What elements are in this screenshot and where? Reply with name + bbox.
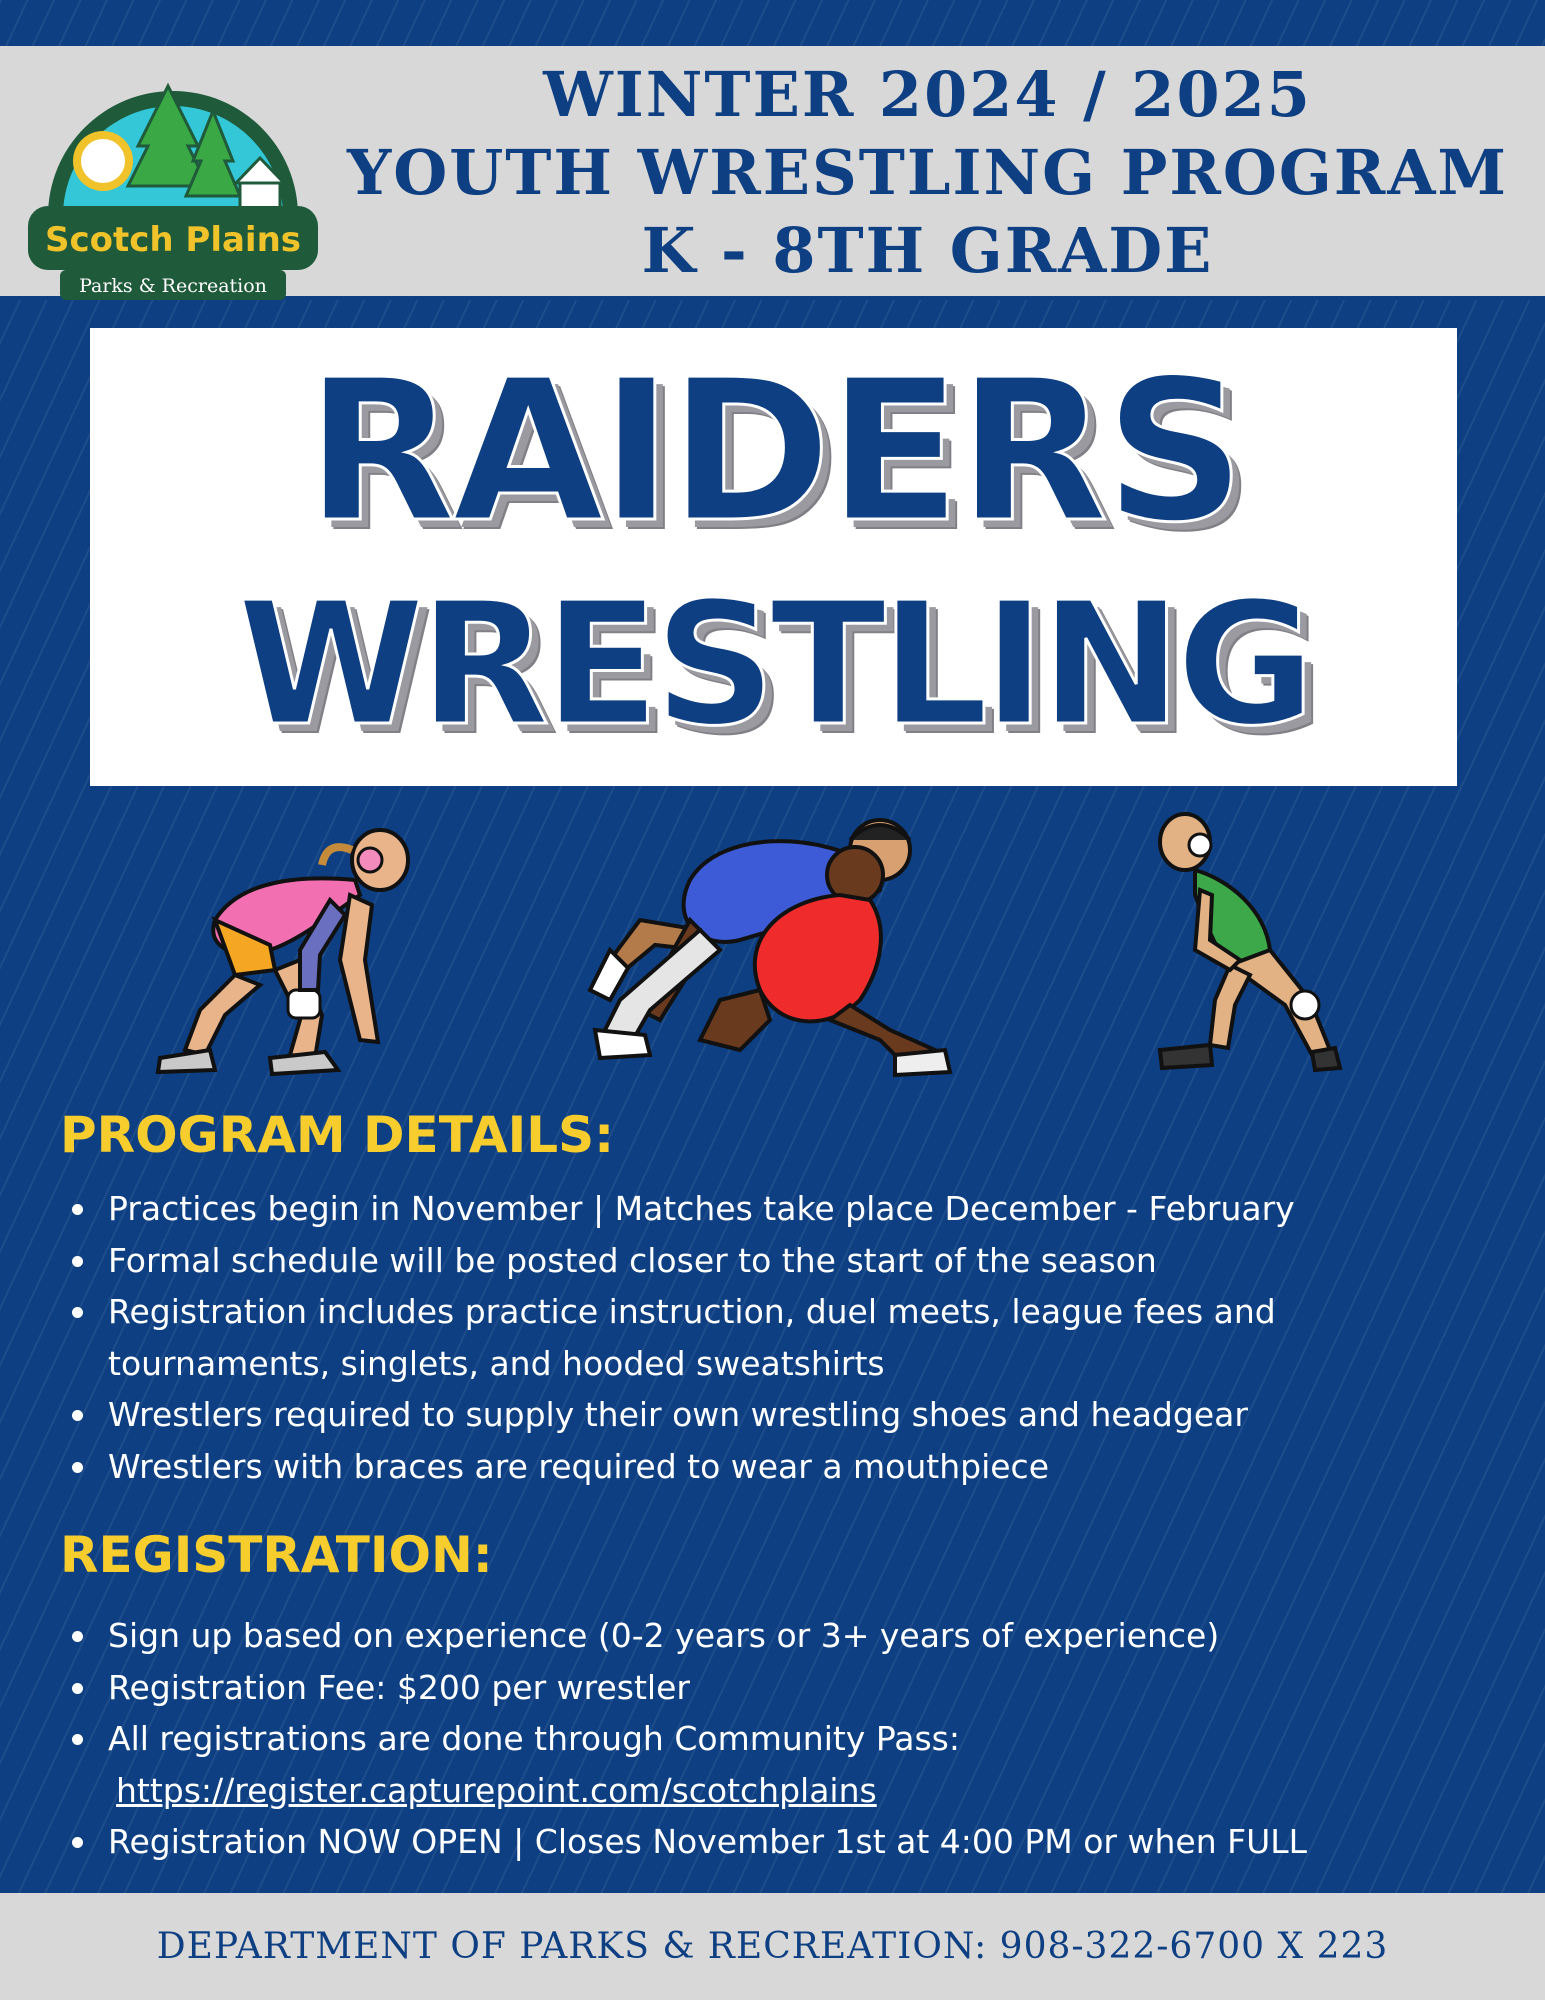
footer-contact: DEPARTMENT OF PARKS & RECREATION: 908-322-6700 X 223 — [0, 1893, 1545, 2000]
list-item-line: tournaments, singlets, and hooded sweatshirts — [108, 1343, 885, 1383]
header-band — [0, 46, 1545, 300]
logo-subtitle: Parks & Recreation — [79, 275, 267, 297]
logo-name: Scotch Plains — [44, 220, 302, 260]
program-header — [330, 56, 1525, 290]
wrestler-girl-figure — [158, 830, 408, 1074]
list-item: Wrestlers required to supply their own wrestling shoes and headgear — [72, 1389, 1532, 1441]
scotch-plains-logo — [18, 66, 328, 306]
list-item: Practices begin in November | Matches take place December - February — [72, 1183, 1532, 1235]
list-item: Formal schedule will be posted closer to the start of the season — [72, 1235, 1532, 1287]
wrestlers-illustration — [0, 800, 1545, 1100]
registration-link[interactable]: https://register.capturepoint.com/scotchplains — [116, 1770, 877, 1810]
title-raiders: RAIDERS — [305, 338, 1242, 566]
program-details-list — [72, 1183, 1532, 1492]
list-item — [72, 1286, 1532, 1389]
list-item: Sign up based on experience (0-2 years or 3+ years of experience) — [72, 1610, 1532, 1662]
registration-heading: REGISTRATION: — [60, 1526, 493, 1584]
list-item-line: All registrations are done through Community Pass: — [108, 1719, 960, 1758]
header-grades: K - 8TH GRADE — [641, 214, 1214, 287]
registration-list — [72, 1610, 1532, 1868]
list-item-line: Registration includes practice instruction, duel meets, league fees and — [108, 1292, 1276, 1331]
title-box — [90, 328, 1457, 786]
header-program: YOUTH WRESTLING PROGRAM — [346, 136, 1509, 209]
program-details-heading: PROGRAM DETAILS: — [60, 1106, 615, 1164]
wrestlers-grappling-figure — [590, 820, 950, 1075]
list-item — [72, 1713, 1532, 1816]
list-item: Registration NOW OPEN | Closes November 1st at 4:00 PM or when FULL — [72, 1816, 1532, 1868]
wrestler-boy-figure — [1160, 814, 1340, 1070]
title-wrestling: WRESTLING — [237, 566, 1310, 764]
list-item: Registration Fee: $200 per wrestler — [72, 1662, 1532, 1714]
header-season: WINTER 2024 / 2025 — [543, 58, 1312, 131]
list-item: Wrestlers with braces are required to wear a mouthpiece — [72, 1441, 1532, 1493]
